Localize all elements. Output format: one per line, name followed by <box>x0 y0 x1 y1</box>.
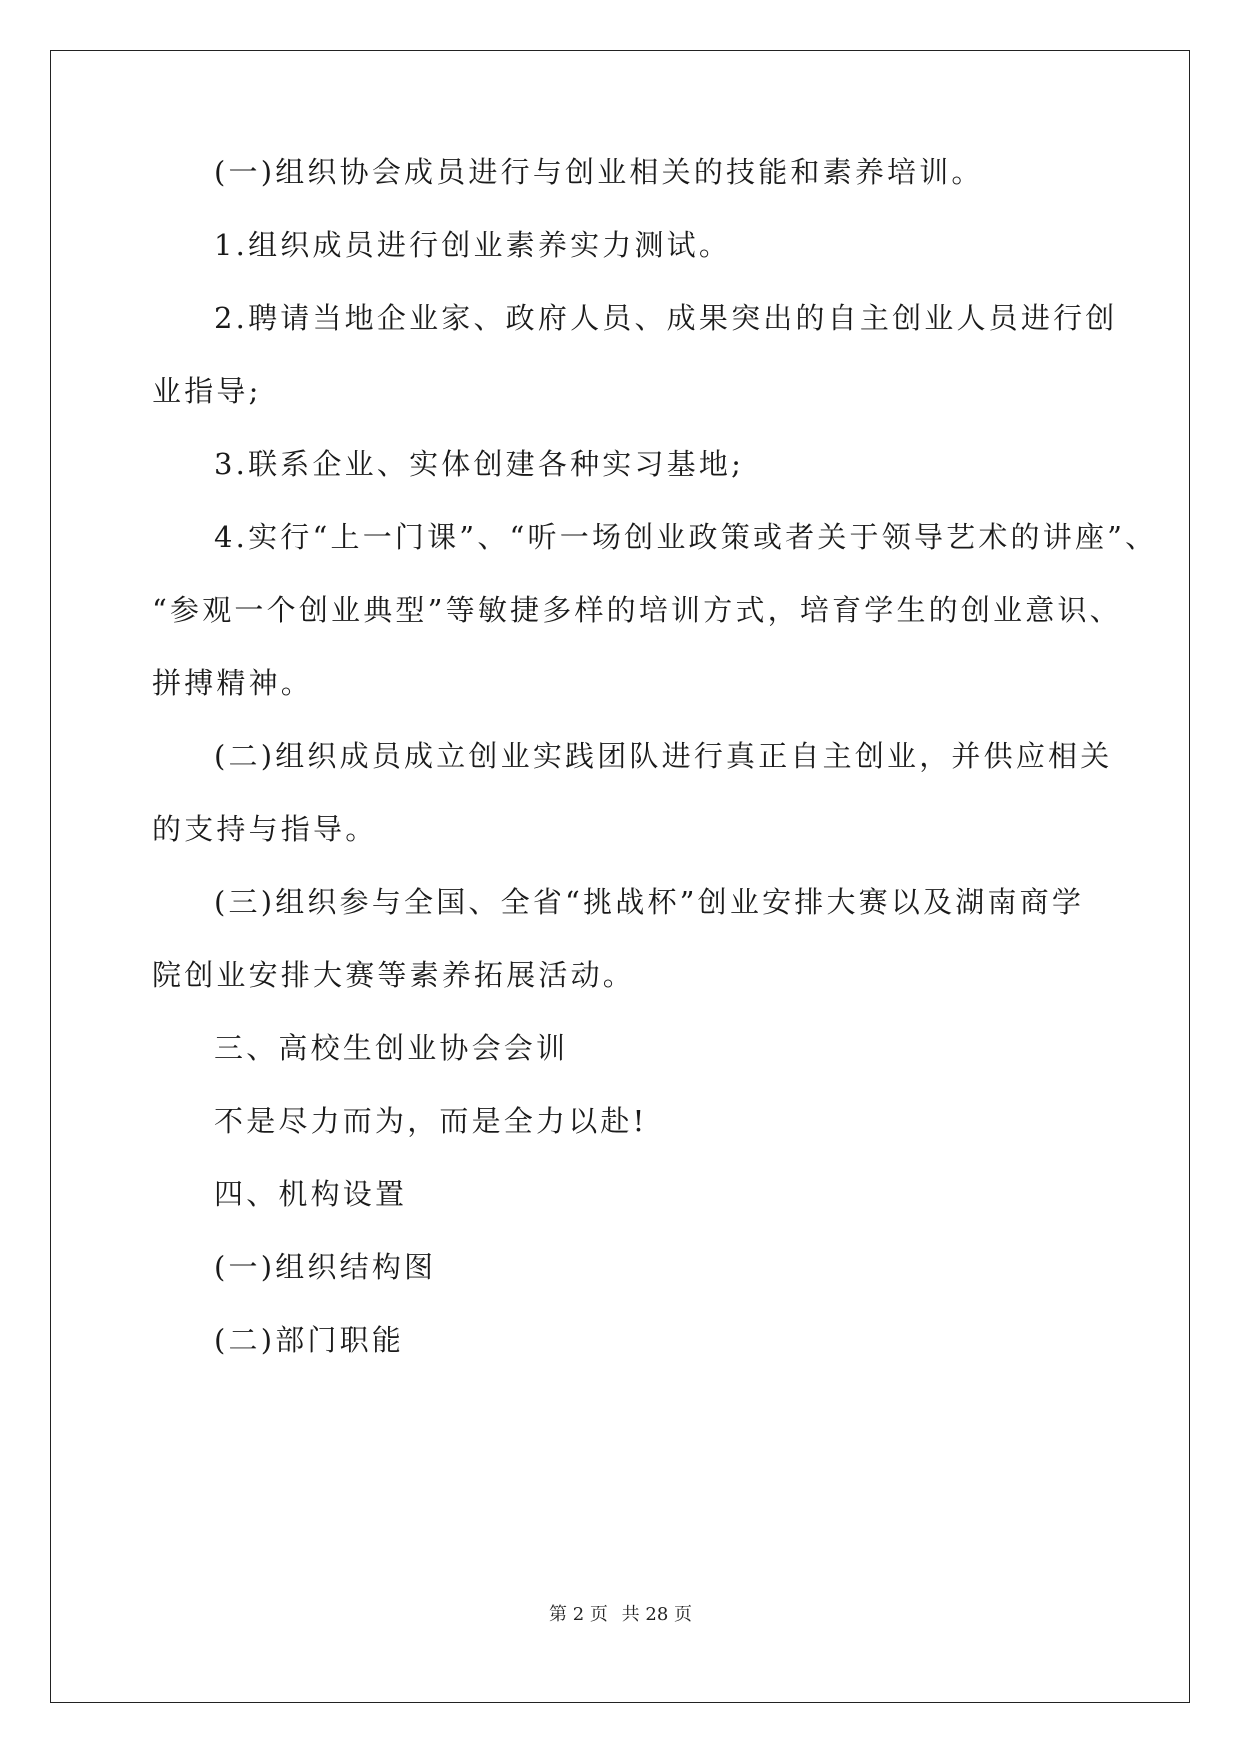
total-pages: 共 28 页 <box>621 1604 692 1625</box>
paragraph-line: “参观一个创业典型”等敏捷多样的培训方式，培育学生的创业意识、 <box>152 593 1122 627</box>
page-number: 第 2 页 <box>549 1604 608 1625</box>
paragraph-line: 3.联系企业、实体创建各种实习基地; <box>214 447 745 481</box>
paragraph-line: 的支持与指导。 <box>152 812 378 846</box>
subsection-heading: (二)部门职能 <box>214 1323 405 1357</box>
paragraph-line: 2.聘请当地企业家、政府人员、成果突出的自主创业人员进行创 <box>214 301 1118 335</box>
paragraph-line: 4.实行“上一门课”、“听一场创业政策或者关于领导艺术的讲座”、 <box>214 520 1158 554</box>
page-footer <box>0 1600 1241 1626</box>
subsection-heading: (一)组织结构图 <box>214 1250 437 1284</box>
motto-line: 不是尽力而为，而是全力以赴! <box>214 1104 648 1138</box>
section-heading: 三、高校生创业协会会训 <box>214 1031 569 1065</box>
paragraph-line: 业指导; <box>152 374 262 408</box>
section-heading: 四、机构设置 <box>214 1177 408 1211</box>
paragraph-line: (三)组织参与全国、全省“挑战杯”创业安排大赛以及湖南商学 <box>214 885 1085 919</box>
paragraph-line: 拼搏精神。 <box>152 666 314 700</box>
paragraph-line: 1.组织成员进行创业素养实力测试。 <box>214 228 732 262</box>
paragraph-line: (一)组织协会成员进行与创业相关的技能和素养培训。 <box>214 155 984 189</box>
paragraph-line: 院创业安排大赛等素养拓展活动。 <box>152 958 636 992</box>
paragraph-line: (二)组织成员成立创业实践团队进行真正自主创业，并供应相关 <box>214 739 1113 773</box>
